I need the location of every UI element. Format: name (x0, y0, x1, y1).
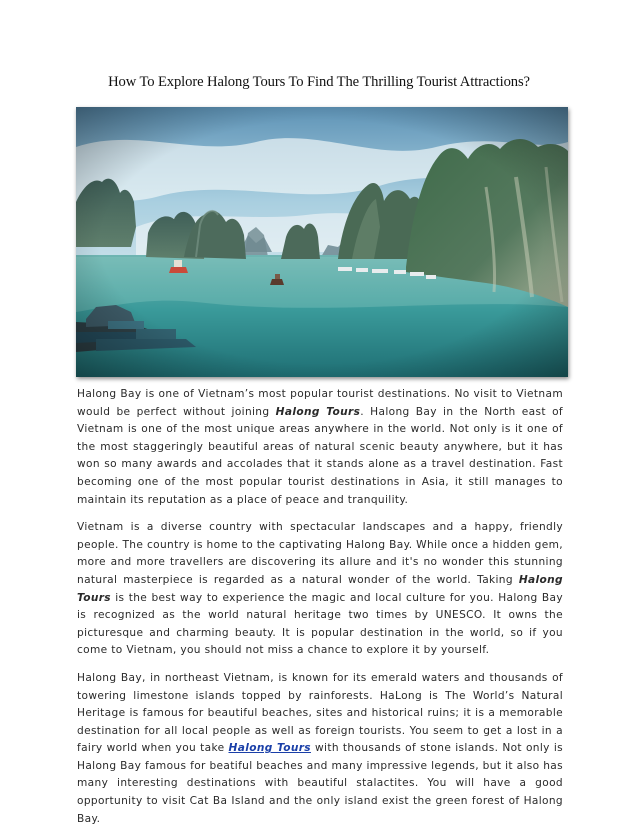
paragraph-1: Halong Bay is one of Vietnam’s most popular tourist destinations. No visit to Vietnam would be perfect without joining Halong Tours. Halong Bay in the North east of Vietnam is one of the most unique areas anywhere in the world. Not only is it one of the most staggeringly beautiful areas of natural scenic beauty anywhere, but it has won so many awards and accolades that it stands alone as a travel destination. Fast becoming one of the most popular tourist destinations in Asia, it still manages to maintain its reputation as a place of peace and tranquility. (77, 388, 563, 506)
halong-bay-photo-icon (76, 107, 568, 377)
halong-tours-keyword: Halong Tours (77, 573, 563, 604)
halong-tours-keyword: Halong Tours (275, 405, 361, 418)
page-title: How To Explore Halong Tours To Find The Thrilling Tourist Attractions? (108, 74, 530, 90)
article-body (77, 386, 563, 838)
halong-tours-link[interactable]: Halong Tours (228, 742, 311, 755)
paragraph-2: Vietnam is a diverse country with spectacular landscapes and a happy, friendly people. The country is home to the captivating Halong Bay. While once a hidden gem, more and more travellers are discovering its allure and it's no wonder this stunning natural masterpiece is regarded as a natural wonder of the world. Taking Halong Tours is the best way to experience the magic and local culture for you. Halong Bay is recognized as the world natural heritage two times by UNESCO. It owns the picturesque and charming beauty. It is popular destination in the world, so if you come to Vietnam, you should not miss a chance to explore it by yourself. (77, 521, 563, 657)
paragraph-3: Halong Bay, in northeast Vietnam, is known for its emerald waters and thousands of towering limestone islands topped by rainforests. HaLong is The World’s Natural Heritage is famous for beautiful beaches, sites and historical ruins; it is a memorable destination for all local people as well as foreign tourists. You seem to get a lost in a fairy world when you take Halong Tours with thousands of stone islands. Not only is Halong Bay famous for beatiful beaches and many impressive legends, but it also has many interesting destinations with beautiful stalactites. You will have a good opportunity to visit Cat Ba Island and the only island exist the green forest of Halong Bay. (77, 671, 563, 825)
halong-bay-photo (76, 107, 568, 377)
